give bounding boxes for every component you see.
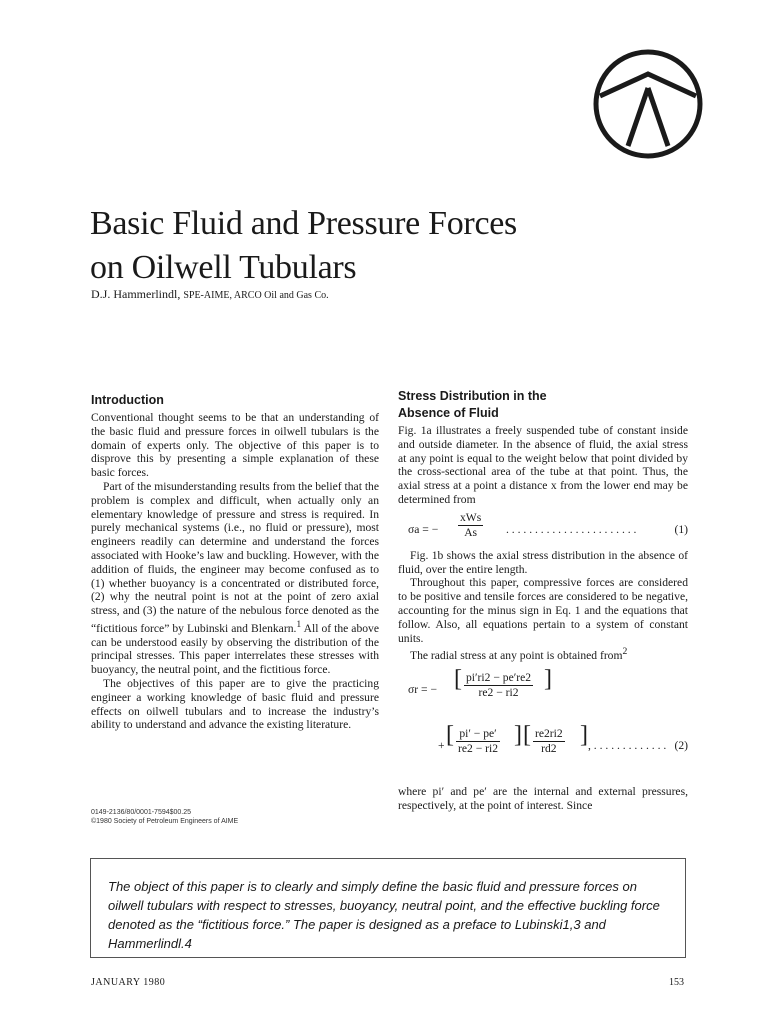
intro-paragraph-3: The objectives of this paper are to give the practicing engineer a working knowledge of basic fluid and pressure effects on oilwell tubulars and to increase the industry’s ability to understand and advance the existing literature. [91, 677, 379, 732]
stress-heading-line-2: Absence of Fluid [398, 406, 499, 420]
intro-paragraph-2-b: All of the above can be understood easily by observing the distribution of the principal stresses. This paper interrelates these stresses with buoyancy, the neutral point, and the fictitious force. [91, 621, 379, 677]
eq1-numerator: xWs [460, 510, 482, 524]
eq2-label: (2) [674, 739, 688, 753]
paper-title [90, 202, 590, 290]
stress-paragraph-3: Throughout this paper, compressive forces are considered to be positive and tensile forces are considered to be negative, accounting for the minus sign in Eq. 1 and the equations that follow. Also, all equations pertain to a system of constant units. [398, 576, 688, 645]
introduction-heading: Introduction [91, 393, 164, 407]
eq2-bracket-close: ] [580, 722, 588, 749]
eq2-lhs: σr = − [408, 683, 437, 697]
eq2-fraction-b [456, 727, 500, 756]
eq2-b-numerator: pi′ − pe′ [456, 727, 500, 742]
copyright-line-2: ©1980 Society of Petroleum Engineers of AIME [91, 818, 239, 825]
eq1-dots: . . . . . . . . . . . . . . . . . . . . . . . [506, 522, 637, 536]
author-name: D.J. Hammerlindl, [91, 287, 181, 301]
right-column [398, 388, 688, 813]
eq1-lhs: σa = − [408, 522, 439, 536]
eq2-dots: , . . . . . . . . . . . . . [588, 739, 667, 753]
stress-paragraph-4 [398, 645, 688, 663]
eq2-bracket-open: [ [454, 666, 462, 693]
stress-heading-line-1: Stress Distribution in the [398, 389, 547, 403]
copyright-line-1: 0149-2136/80/0001-7594$00.25 [91, 809, 192, 816]
equation-2-line-2 [398, 723, 688, 773]
intro-paragraph-1: Conventional thought seems to be that an understanding of the basic fluid and pressure forces in oilwell tubulars is the domain of experts only. The objective of this paper is to disprove this by presenting a simple explanation of these basic forces. [91, 411, 379, 480]
eq2-fraction-c [533, 727, 565, 756]
reference-superscript: 1 [296, 618, 302, 630]
eq2-a-denominator: re2 − ri2 [478, 685, 519, 699]
eq2-bracket-close: ] [514, 722, 522, 749]
spe-aime-logo-icon [592, 48, 704, 160]
abstract-text: The object of this paper is to clearly and simply define the basic fluid and pressure forces on oilwell tubulars with respect to stresses, buoyancy, neutral point, and the effective buckling force denoted as the “fictitious force.” The paper is designed as a preface to Lubinski1,3 and Hammerlindl.4 [108, 879, 660, 951]
eq2-plus: + [438, 739, 445, 753]
left-column [91, 392, 379, 732]
title-line-1: Basic Fluid and Pressure Forces [90, 205, 517, 242]
copyright-notice [91, 808, 238, 826]
byline [91, 287, 329, 302]
eq1-fraction [458, 511, 483, 540]
footer-date: JANUARY 1980 [91, 977, 166, 988]
stress-paragraph-5: where pi′ and pe′ are the internal and external pressures, respectively, at the point of interest. Since [398, 785, 688, 812]
intro-paragraph-2-a: Part of the misunderstanding results from the belief that the problem is complex and difficult, when actually only an elementary knowledge of pressure and stress is required. In purely mechanical systems (i.e., no fluid or pressure), most engineers readily can determine and understand the forces associated with Hooke’s law and buckling. However, with the addition of fluids, the engineer may become confused as to (1) whether buoyancy is a concentrated or distributed force, (2) why the neutral point is not at the point of zero axial stress, and (3) the nature of the nebulous force denoted as the “fictitious force” by Lubinski and Blenkarn. [91, 479, 379, 635]
equation-2-line-1 [398, 667, 688, 715]
eq1-label: (1) [674, 522, 688, 536]
author-affiliation: SPE-AIME, ARCO Oil and Gas Co. [183, 290, 329, 301]
intro-paragraph-2 [91, 480, 379, 677]
eq2-c-denominator: rd2 [541, 741, 557, 755]
eq2-bracket-open: [ [446, 722, 454, 749]
eq2-fraction-a [464, 671, 533, 700]
reference-superscript: 2 [622, 646, 628, 658]
equation-1 [398, 511, 688, 549]
eq2-c-numerator: re2ri2 [535, 727, 563, 741]
abstract-box [90, 858, 686, 958]
eq2-bracket-close: ] [544, 666, 552, 693]
stress-paragraph-2: Fig. 1b shows the axial stress distribution in the absence of fluid, over the entire length. [398, 548, 688, 576]
eq1-denominator: As [464, 525, 478, 539]
title-line-2: on Oilwell Tubulars [90, 249, 357, 286]
eq2-bracket-open: [ [523, 722, 531, 749]
stress-paragraph-1: Fig. 1a illustrates a freely suspended tube of constant inside and outside diameter. In the absence of fluid, the axial stress at any point is equal to the weight below that point divided by the cross-sectional area of the tube at that point. Thus, the axial stress at a point a distance x from the lower end may be determined from [398, 424, 688, 506]
eq2-a-numerator: pi′ri2 − pe′re2 [466, 671, 532, 685]
stress-section-heading [398, 388, 688, 422]
footer-page-number: 153 [669, 977, 684, 988]
stress-paragraph-4-text: The radial stress at any point is obtained from [410, 649, 623, 663]
eq2-b-denominator: re2 − ri2 [458, 741, 499, 755]
